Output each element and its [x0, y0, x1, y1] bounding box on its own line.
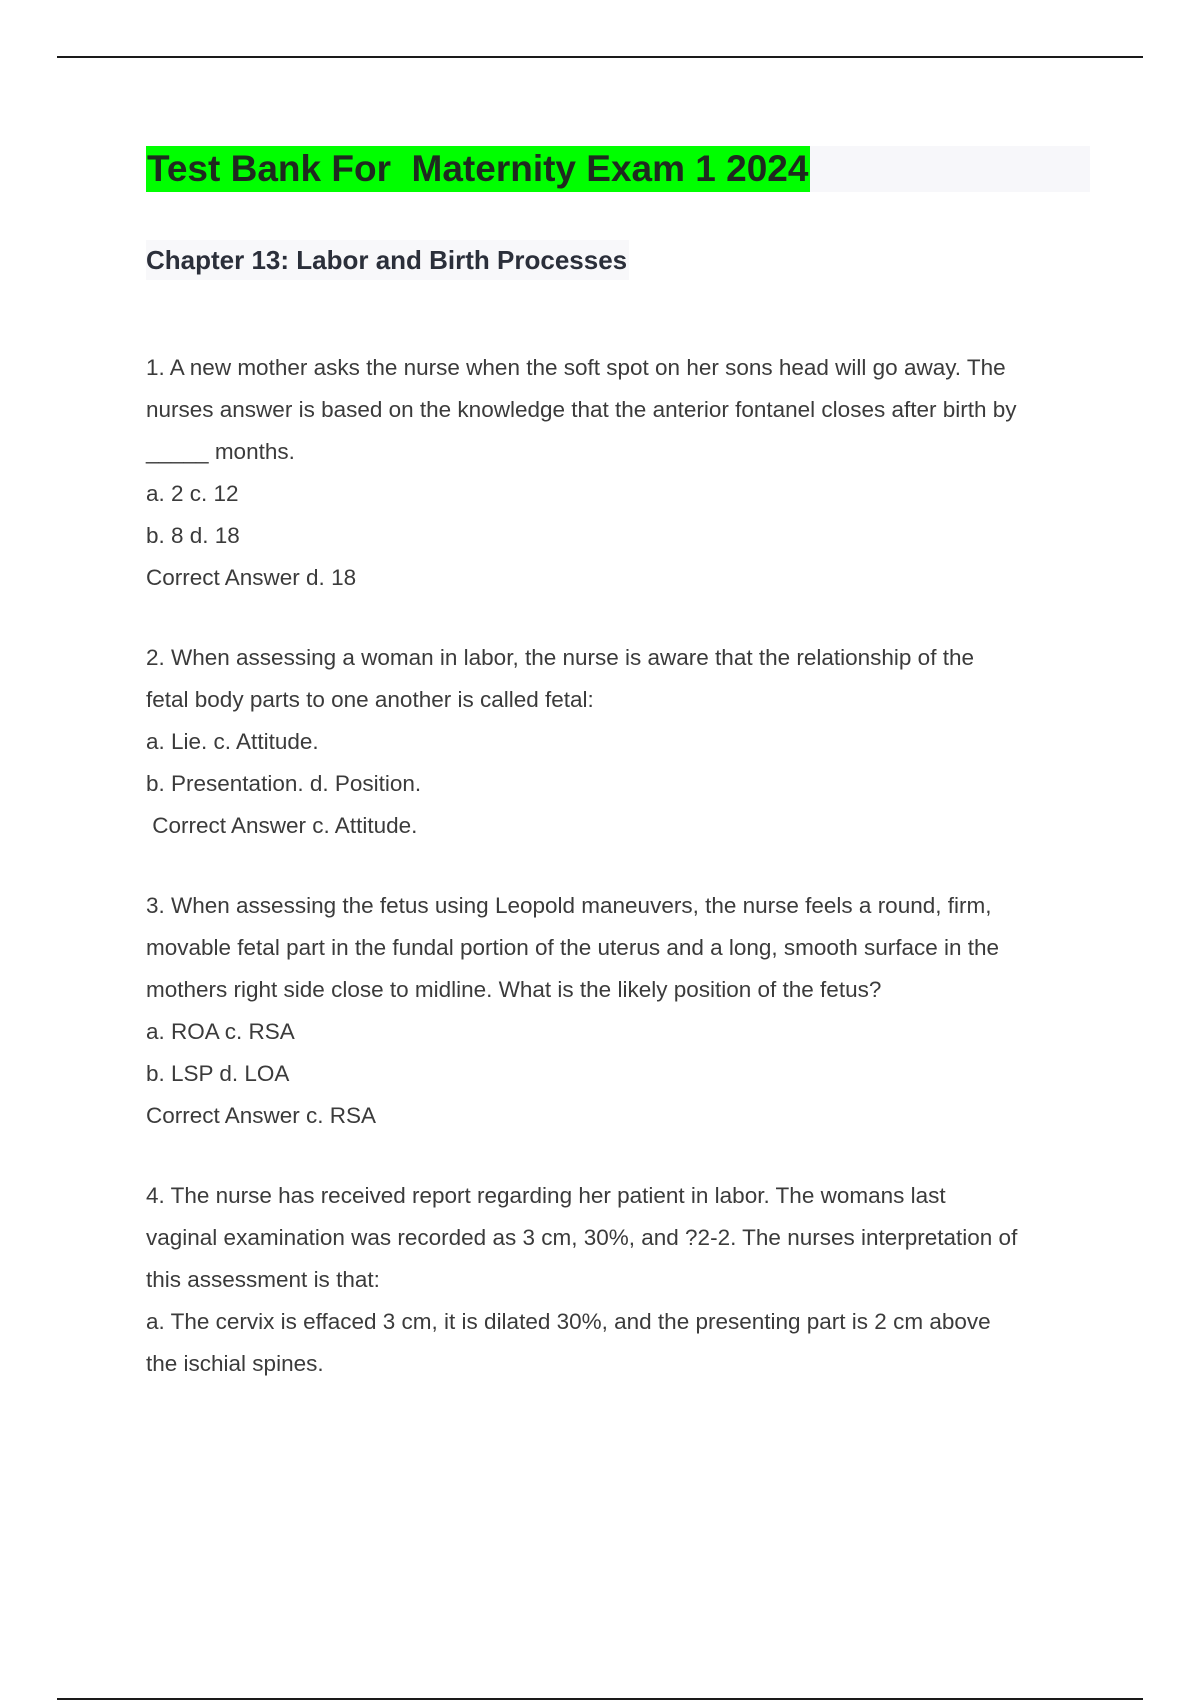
question-2-stem-line-1: 2. When assessing a woman in labor, the nurse is aware that the relationship of the	[146, 645, 974, 670]
question-3-answer: Correct Answer c. RSA	[146, 1103, 377, 1128]
document-title: Test Bank For Maternity Exam 1 2024	[146, 146, 810, 192]
question-2-options-line-1: a. Lie. c. Attitude.	[146, 729, 319, 754]
question-3-stem-line-3: mothers right side close to midline. What is the likely position of the fetus?	[146, 977, 882, 1002]
question-4-stem-line-1: 4. The nurse has received report regarding her patient in labor. The womans last	[146, 1183, 946, 1208]
question-3-options-line-1: a. ROA c. RSA	[146, 1019, 295, 1044]
question-1-options-line-1: a. 2 c. 12	[146, 481, 239, 506]
question-1-stem-line-1: 1. A new mother asks the nurse when the soft spot on her sons head will go away. The	[146, 355, 1006, 380]
question-1-answer: Correct Answer d. 18	[146, 565, 357, 590]
question-1-stem-line-2: nurses answer is based on the knowledge that the anterior fontanel closes after birth by	[146, 397, 1017, 422]
question-2	[146, 637, 1090, 847]
question-list	[146, 347, 1090, 1423]
question-3-options-line-2: b. LSP d. LOA	[146, 1061, 290, 1086]
question-4	[146, 1175, 1090, 1385]
question-4-options-line-2: the ischial spines.	[146, 1351, 324, 1376]
question-3-stem-line-2: movable fetal part in the fundal portion of the uterus and a long, smooth surface in the	[146, 935, 1000, 960]
question-3-stem-line-1: 3. When assessing the fetus using Leopold maneuvers, the nurse feels a round, firm,	[146, 893, 992, 918]
question-4-stem-line-3: this assessment is that:	[146, 1267, 380, 1292]
question-3	[146, 885, 1090, 1137]
chapter-heading: Chapter 13: Labor and Birth Processes	[146, 240, 629, 280]
title-block	[146, 146, 1090, 192]
question-1	[146, 347, 1090, 599]
header-rule	[57, 56, 1143, 58]
question-1-stem-line-3: _____ months.	[146, 439, 295, 464]
question-1-options-line-2: b. 8 d. 18	[146, 523, 240, 548]
question-2-answer: Correct Answer c. Attitude.	[146, 813, 418, 838]
question-4-options-line-1: a. The cervix is effaced 3 cm, it is dilated 30%, and the presenting part is 2 cm above	[146, 1309, 991, 1334]
question-4-stem-line-2: vaginal examination was recorded as 3 cm, 30%, and ?2-2. The nurses interpretation of	[146, 1225, 1018, 1250]
question-2-stem-line-2: fetal body parts to one another is called fetal:	[146, 687, 594, 712]
question-2-options-line-2: b. Presentation. d. Position.	[146, 771, 422, 796]
